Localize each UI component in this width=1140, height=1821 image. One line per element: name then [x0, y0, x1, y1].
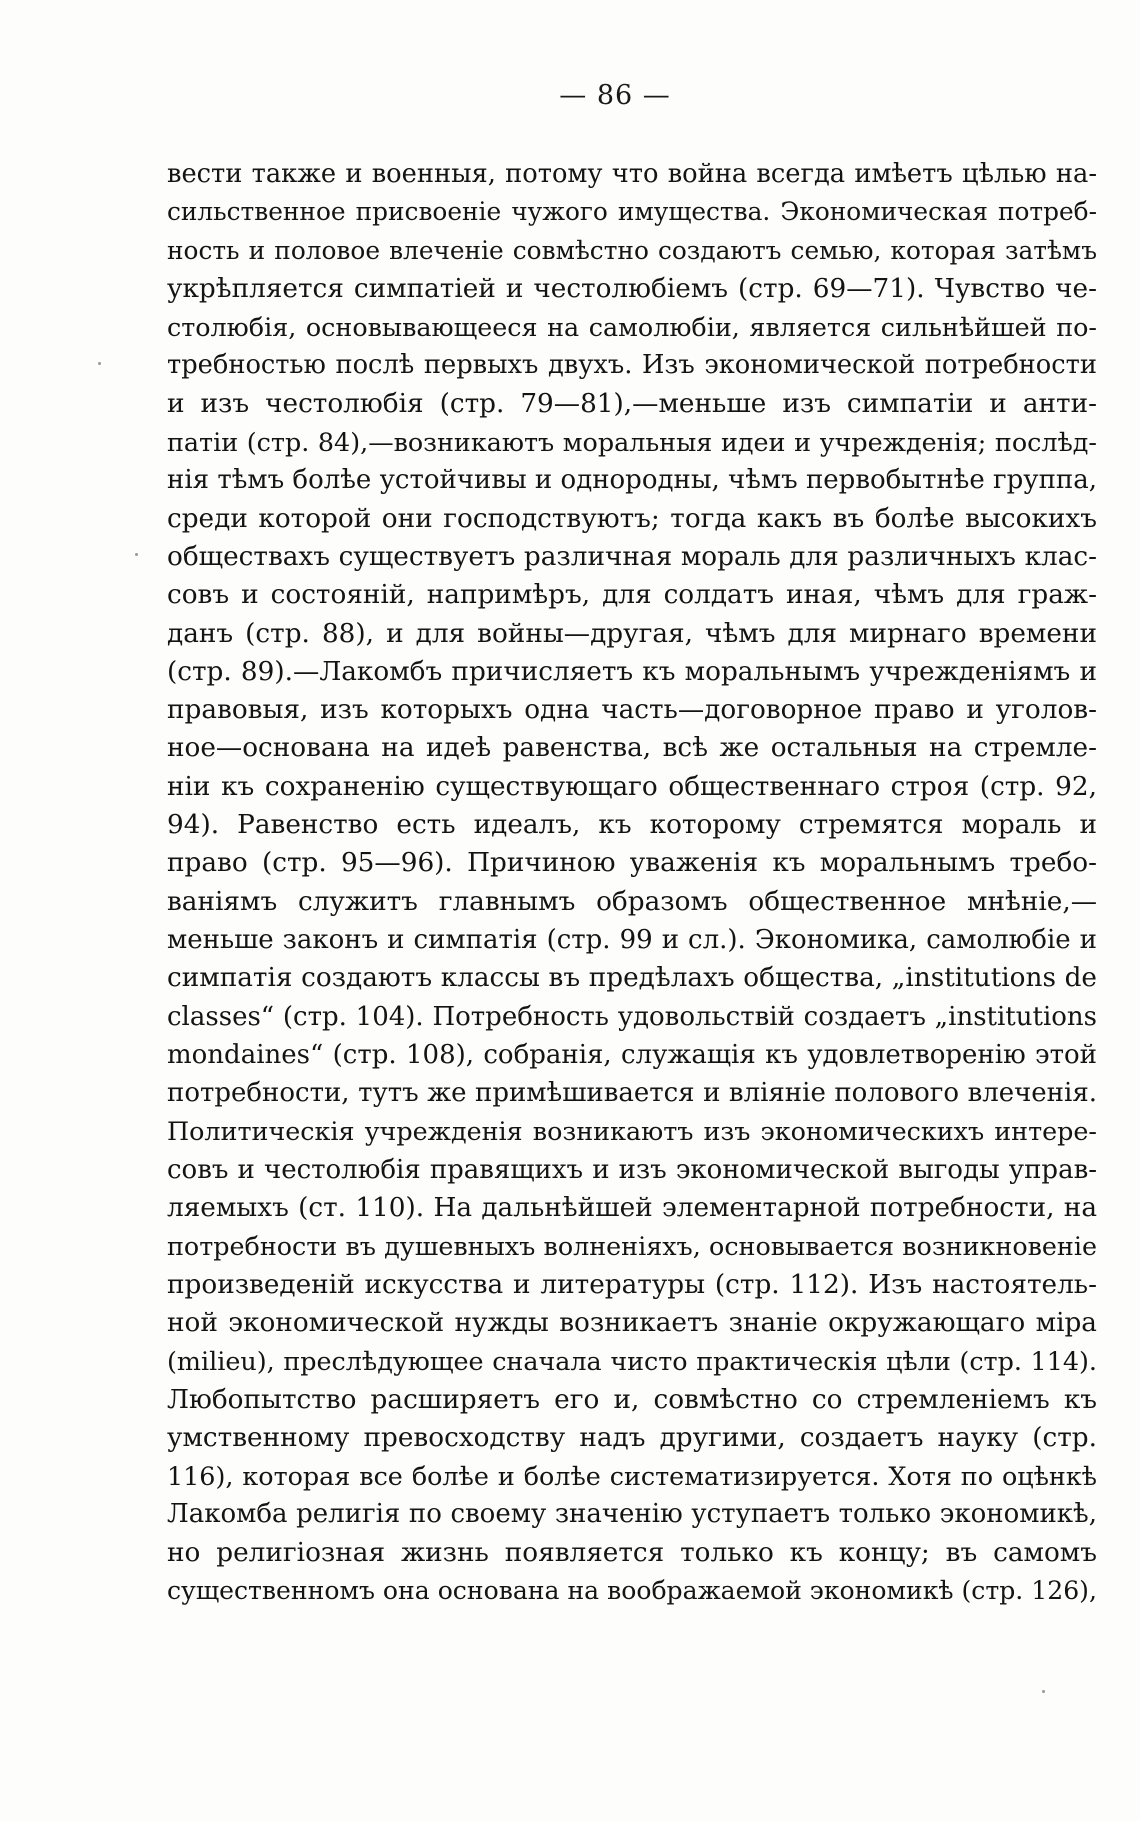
- text-line: classes“ (стр. 104). Потребность удовольствій создаетъ „institutions: [167, 1001, 1097, 1032]
- text-line: совъ и состояній, напримѣръ, для солдатъ иная, чѣмъ для граж-: [167, 580, 1097, 611]
- text-line: укрѣпляется симпатіей и честолюбіемъ (стр. 69—71). Чувство че-: [167, 273, 1097, 304]
- text-line: умственному превосходству надъ другими, создаетъ науку (стр.: [167, 1422, 1097, 1453]
- text-line: mondaines“ (стр. 108), собранія, служащія къ удовлетворенію этой: [167, 1039, 1097, 1070]
- text-line: нія тѣмъ болѣе устойчивы и однородны, чѣмъ первобытнѣе группа,: [167, 465, 1097, 496]
- text-line: столюбія, основывающееся на самолюбіи, является сильнѣйшей по-: [167, 312, 1097, 343]
- text-line: ное—основана на идеѣ равенства, всѣ же остальныя на стремле-: [167, 733, 1097, 764]
- text-line: (milieu), преслѣдующее сначала чисто практическія цѣли (стр. 114).: [167, 1346, 1097, 1377]
- text-line: среди которой они господствуютъ; тогда какъ въ болѣе высокихъ: [167, 503, 1097, 534]
- text-line: существенномъ она основана на воображаемой экономикѣ (стр. 126),: [167, 1575, 1097, 1605]
- text-line: патіи (стр. 84),—возникаютъ моральныя идеи и учрежденія; послѣд-: [167, 427, 1097, 458]
- text-line: и изъ честолюбія (стр. 79—81),—меньше изъ симпатіи и анти-: [167, 388, 1097, 419]
- margin-speck: [98, 362, 101, 365]
- text-line: 116), которая все болѣе и болѣе систематизируется. Хотя по оцѣнкѣ: [167, 1461, 1097, 1492]
- text-line: требностью послѣ первыхъ двухъ. Изъ экономической потребности: [167, 350, 1097, 381]
- text-line: но религіозная жизнь появляется только къ концу; въ самомъ: [167, 1537, 1097, 1568]
- text-line: ніи къ сохраненію существующаго общественнаго строя (стр. 92,: [167, 771, 1097, 802]
- margin-speck: [1042, 1690, 1045, 1693]
- text-line: (стр. 89).—Лакомбъ причисляетъ къ моральнымъ учрежденіямъ и: [167, 656, 1097, 687]
- text-line: вести также и военныя, потому что война всегда имѣетъ цѣлью на-: [167, 159, 1097, 189]
- text-line: ность и половое влеченіе совмѣстно создаютъ семью, которая затѣмъ: [167, 235, 1097, 265]
- text-line: ной экономической нужды возникаетъ знаніе окружающаго міра: [167, 1307, 1097, 1338]
- text-line: Любопытство расширяетъ его и, совмѣстно со стремленіемъ къ: [167, 1384, 1097, 1415]
- text-line: меньше законъ и симпатія (стр. 99 и сл.). Экономика, самолюбіе и: [167, 924, 1097, 955]
- text-line: обществахъ существуетъ различная мораль для различныхъ клас-: [167, 541, 1097, 572]
- text-line: потребности въ душевныхъ волненіяхъ, основывается возникновеніе: [167, 1231, 1097, 1262]
- text-line: произведеній искусства и литературы (стр. 112). Изъ настоятель-: [167, 1269, 1097, 1300]
- text-line: ваніямъ служитъ главнымъ образомъ общественное мнѣніе,—: [167, 886, 1097, 917]
- text-line: 94). Равенство есть идеалъ, къ которому стремятся мораль и: [167, 810, 1097, 841]
- text-line: совъ и честолюбія правящихъ и изъ экономической выгоды управ-: [167, 1154, 1097, 1185]
- text-line: Лакомба религія по своему значенію уступаетъ только экономикѣ,: [167, 1499, 1097, 1530]
- body-text: [167, 155, 1097, 1610]
- text-line: право (стр. 95—96). Причиною уваженія къ моральнымъ требо-: [167, 848, 1097, 879]
- text-line: данъ (стр. 88), и для войны—другая, чѣмъ для мирнаго времени: [167, 618, 1097, 649]
- page-number: — 86 —: [559, 80, 671, 111]
- margin-speck: [135, 553, 138, 556]
- text-line: правовыя, изъ которыхъ одна часть—договорное право и уголов-: [167, 695, 1097, 726]
- text-line: Политическія учрежденія возникаютъ изъ экономическихъ интере-: [167, 1116, 1097, 1147]
- text-line: симпатія создаютъ классы въ предѣлахъ общества, „institutions de: [167, 963, 1097, 994]
- text-line: сильственное присвоеніе чужого имущества. Экономическая потреб-: [167, 197, 1097, 227]
- text-line: ляемыхъ (ст. 110). На дальнѣйшей элементарной потребности, на: [167, 1193, 1097, 1224]
- text-line: потребности, тутъ же примѣшивается и вліяніе полового влеченія.: [167, 1078, 1097, 1109]
